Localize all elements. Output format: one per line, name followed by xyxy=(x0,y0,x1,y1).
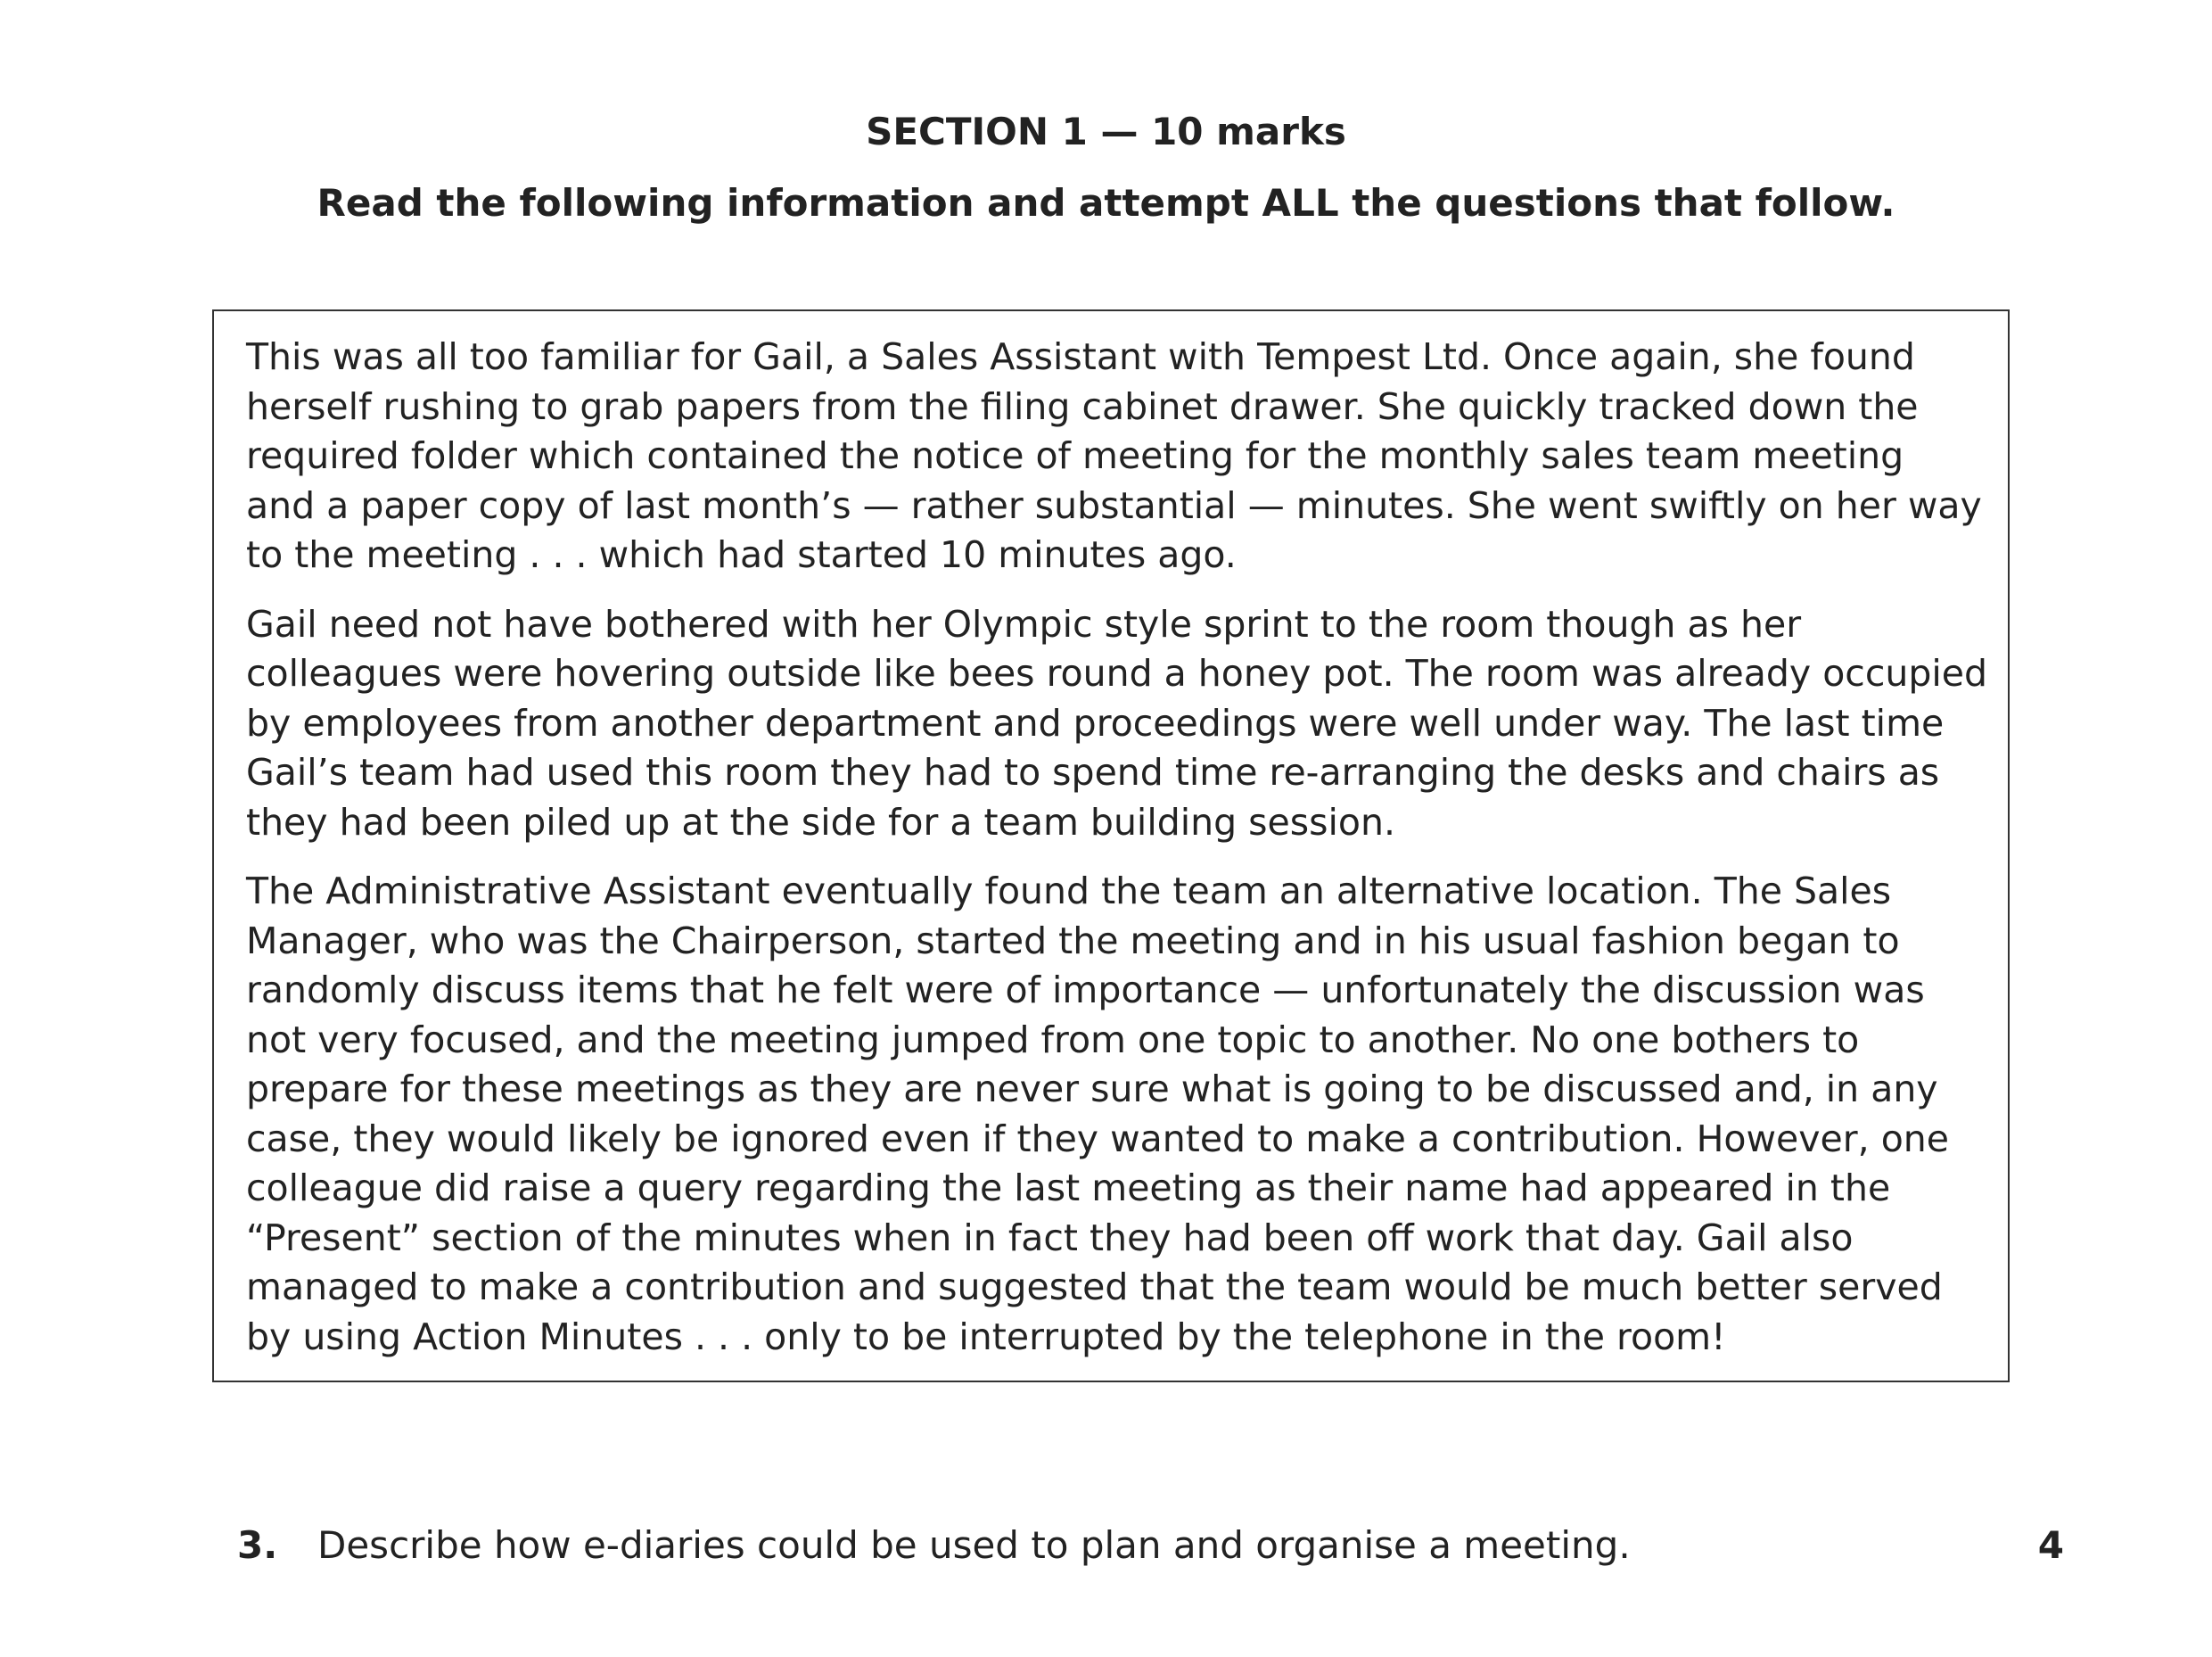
case-line: “Present” section of the minutes when in fact they had been off work that day. Gail also xyxy=(246,1216,1854,1259)
question-text: Describe how e-diaries could be used to plan and organise a meeting. xyxy=(317,1523,1631,1567)
case-line: required folder which contained the notice of meeting for the monthly sales team meeting xyxy=(246,434,1904,477)
case-line: to the meeting . . . which had started 10 minutes ago. xyxy=(246,533,1237,576)
case-study-box xyxy=(212,309,2010,1382)
question-marks: 4 xyxy=(2037,1523,2064,1567)
question-3 xyxy=(0,1519,2212,1572)
section-title: SECTION 1 — 10 marks xyxy=(866,110,1346,153)
case-line: herself rushing to grab papers from the filing cabinet drawer. She quickly tracked down the xyxy=(246,384,1919,428)
case-line: managed to make a contribution and suggested that the team would be much better served xyxy=(246,1265,1943,1308)
case-line: they had been piled up at the side for a team building session. xyxy=(246,800,1395,844)
case-line: not very focused, and the meeting jumped from one topic to another. No one bothers to xyxy=(246,1018,1860,1061)
case-line: randomly discuss items that he felt were of importance — unfortunately the discussion was xyxy=(246,969,1925,1011)
case-line: Gail’s team had used this room they had to spend time re-arranging the desks and chairs as xyxy=(246,751,1940,794)
case-line: prepare for these meetings as they are never sure what is going to be discussed and, in any xyxy=(246,1068,1938,1110)
case-line: case, they would likely be ignored even if they wanted to make a contribution. However, one xyxy=(246,1117,1949,1160)
case-paragraph-3 xyxy=(246,867,1978,1362)
case-line: Manager, who was the Chairperson, started the meeting and in his usual fashion began to xyxy=(246,919,1900,962)
case-line: by using Action Minutes . . . only to be interrupted by the telephone in the room! xyxy=(246,1315,1726,1358)
case-line: The Administrative Assistant eventually found the team an alternative location. The Sales xyxy=(246,870,1892,912)
question-number: 3. xyxy=(237,1523,278,1567)
case-line: Gail need not have bothered with her Olympic style sprint to the room though as her xyxy=(246,602,1802,646)
case-line: by employees from another department and proceedings were well under way. The last time xyxy=(246,701,1945,745)
case-line: colleagues were hovering outside like bees round a honey pot. The room was already occupied xyxy=(246,652,1988,695)
case-line: colleague did raise a query regarding the last meeting as their name had appeared in the xyxy=(246,1166,1891,1209)
instructions: Read the following information and attempt ALL the questions that follow. xyxy=(317,181,1895,225)
case-line: and a paper copy of last month’s — rather substantial — minutes. She went swiftly on her way xyxy=(246,483,1982,527)
case-paragraph-1 xyxy=(246,333,1982,581)
case-paragraph-2 xyxy=(246,600,1988,848)
case-line: This was all too familiar for Gail, a Sales Assistant with Tempest Ltd. Once again, she found xyxy=(246,335,1915,378)
